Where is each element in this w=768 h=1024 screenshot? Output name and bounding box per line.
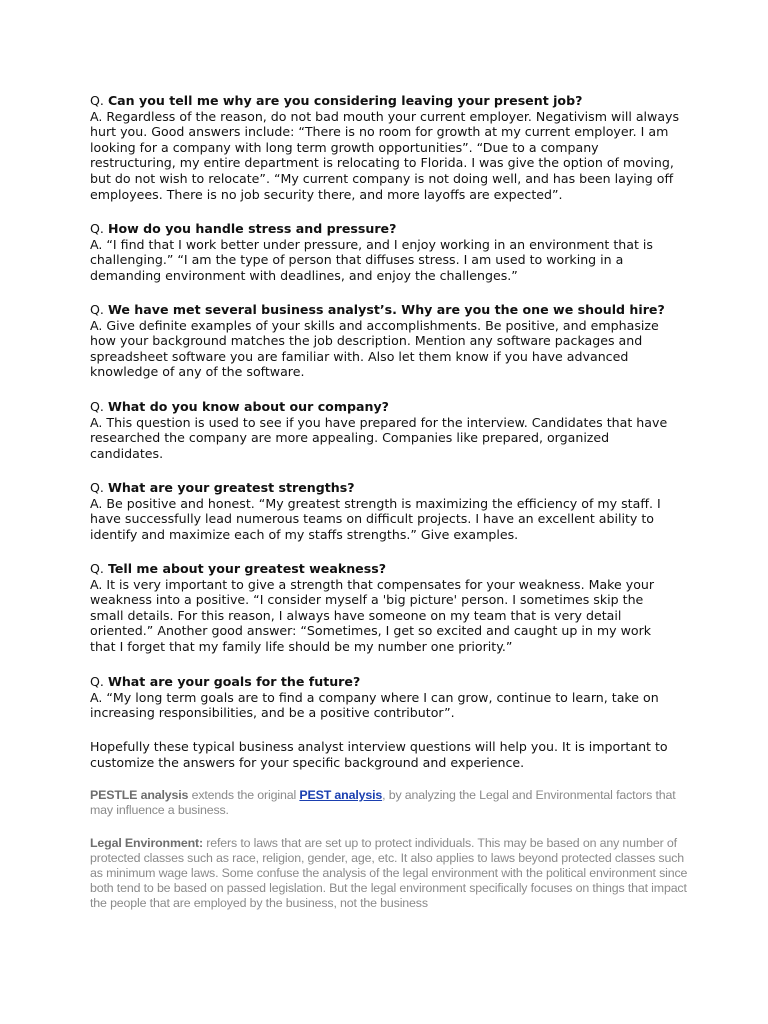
qa-block-strengths <box>90 480 680 542</box>
answer: A. This question is used to see if you have prepared for the interview. Candidates that have researched the company are more appealing. Companies like prepared, organized candidates. <box>90 414 668 461</box>
question: Q. What do you know about our company? <box>90 399 389 414</box>
qa-block-leaving-job <box>90 93 680 202</box>
question: Q. What are your greatest strengths? <box>90 480 355 495</box>
answer: A. It is very important to give a strength that compensates for your weakness. Make your weakness into a positive. “I consider myself a 'big picture' person. I sometimes skip the small details. For this reason, I always have someone on my team that is very detail oriented.” Another good answer: “Sometimes, I get so excited and caught up in my work that I forget that my family life should be my number one priority.” <box>90 576 655 654</box>
pestle-paragraph: PESTLE analysis extends the original PEST analysis, by analyzing the Legal and Environmental factors that may influence a business. <box>90 788 676 817</box>
qa-block-why-hire <box>90 302 680 380</box>
qa-block-goals <box>90 674 680 721</box>
qa-block-company <box>90 399 680 461</box>
answer: A. “I find that I work better under pressure, and I enjoy working in an environment that is challenging.” “I am the type of person that diffuses stress. I am used to working in a demanding environment with deadlines, and enjoy the challenges.” <box>90 236 653 283</box>
answer: A. Regardless of the reason, do not bad mouth your current employer. Negativism will always hurt you. Good answers include: “There is no room for growth at my current employer. I am looking for a company with long term growth opportunities”. “Due to a company restructuring, my entire department is relocating to Florida. I was give the option of moving, but do not wish to relocate”. “My current company is not doing well, and has been laying off employees. There is no job security there, and more layoffs are expected”. <box>90 108 680 202</box>
pestle-term: PESTLE analysis <box>90 788 189 802</box>
pest-analysis-link[interactable]: PEST analysis <box>299 788 383 802</box>
question: Q. What are your goals for the future? <box>90 674 361 689</box>
legal-environment-paragraph: Legal Environment: refers to laws that are set up to protect individuals. This may be based on any number of protected classes such as race, religion, gender, age, etc. It also applies to laws beyond protected classes such as minimum wage laws. Some confuse the analysis of the legal environment with the political environment since both tend to be based on passed legislation. But the legal environment specifically focuses on things that impact the people that are employed by the business, not the business <box>90 836 688 910</box>
closing-paragraph: Hopefully these typical business analyst interview questions will help you. It is important to customize the answers for your specific background and experience. <box>90 739 668 770</box>
qa-block-stress <box>90 221 680 283</box>
qa-block-weakness <box>90 561 680 655</box>
answer: A. “My long term goals are to find a company where I can grow, continue to learn, take on increasing responsibilities, and be a positive contributor”. <box>90 689 659 721</box>
answer: A. Be positive and honest. “My greatest strength is maximizing the efficiency of my staff. I have successfully lead numerous teams on difficult projects. I have an excellent ability to identify and maximize each of my staffs strengths.” Give examples. <box>90 495 661 542</box>
legal-environment-term: Legal Environment: <box>90 836 203 850</box>
question: Q. How do you handle stress and pressure? <box>90 221 397 236</box>
question: Q. Tell me about your greatest weakness? <box>90 561 387 576</box>
question: Q. We have met several business analyst’s. Why are you the one we should hire? <box>90 302 665 317</box>
answer: A. Give definite examples of your skills and accomplishments. Be positive, and emphasize how your background matches the job description. Mention any software packages and spreadsheet software you are familiar with. Also let them know if you have advanced knowledge of any of the software. <box>90 317 659 380</box>
question: Q. Can you tell me why are you considering leaving your present job? <box>90 93 583 108</box>
